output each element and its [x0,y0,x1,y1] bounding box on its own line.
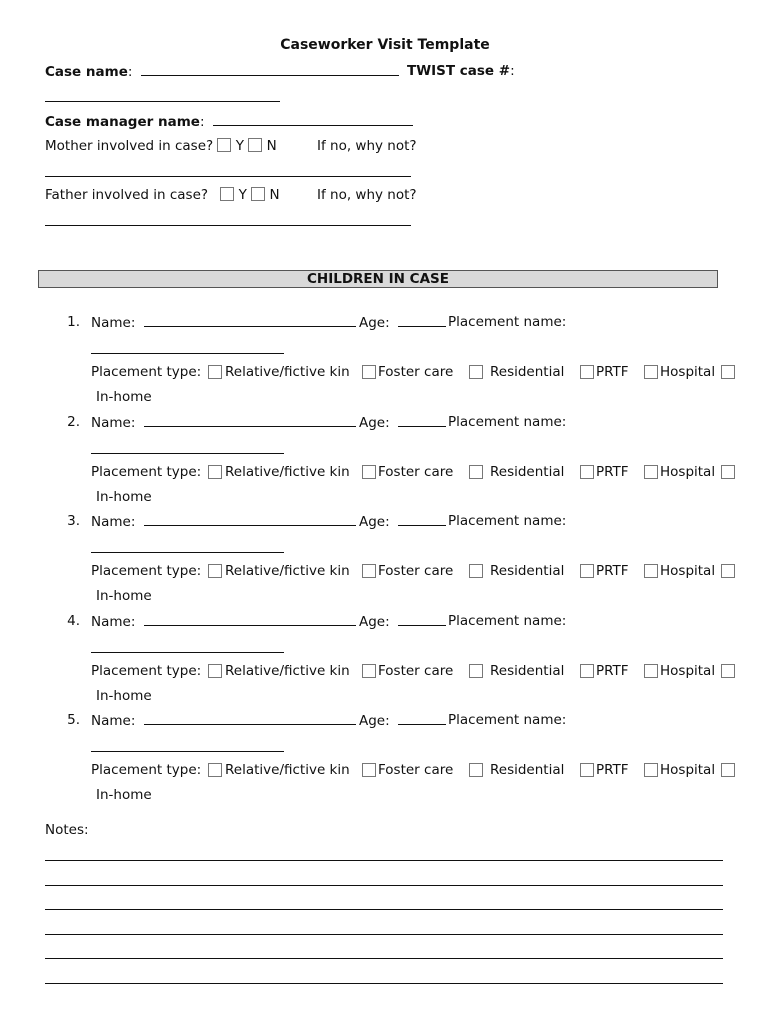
child-number: 1. [67,314,80,330]
placement-type-label: Placement type: [91,663,202,679]
child-age-label: Age: [359,614,390,630]
placement-option-label: Foster care [378,364,454,380]
yes-label: Y [238,187,247,203]
placement-name-field[interactable] [91,552,284,553]
placement-option-checkbox[interactable] [644,465,658,479]
placement-option-label: Relative/fictive kin [225,364,350,380]
child-name-label: Name: [91,315,136,331]
placement-option-label: In-home [96,787,152,803]
placement-option-checkbox[interactable] [580,763,594,777]
placement-option-checkbox[interactable] [208,465,222,479]
father-label: Father involved in case? [45,187,209,203]
placement-type-label: Placement type: [91,762,202,778]
placement-option-label: Hospital [660,762,716,778]
placement-option-checkbox[interactable] [721,564,735,578]
child-name-label: Name: [91,614,136,630]
child-name-row [91,313,356,332]
placement-option-label: Hospital [660,563,716,579]
placement-option-label: In-home [96,588,152,604]
placement-option-label: Hospital [660,464,716,480]
placement-option-label: Relative/fictive kin [225,563,350,579]
placement-option-label: Residential [490,464,565,480]
placement-option-label: In-home [96,389,152,405]
yes-label: Y [235,138,245,154]
child-name-field[interactable] [144,313,356,327]
notes-line[interactable] [45,958,723,959]
case-name-label: Case name [45,64,128,80]
case-manager-field[interactable] [213,112,413,126]
colon: : [127,64,133,80]
placement-type-label: Placement type: [91,464,202,480]
child-name-field[interactable] [144,711,356,725]
placement-type-label: Placement type: [91,563,202,579]
placement-name-field[interactable] [91,652,284,653]
notes-line[interactable] [45,934,723,935]
placement-option-checkbox[interactable] [644,763,658,777]
father-no-checkbox[interactable] [251,187,265,201]
notes-line[interactable] [45,983,723,984]
placement-option-checkbox[interactable] [721,763,735,777]
child-age-row [359,612,446,631]
placement-option-checkbox[interactable] [362,564,376,578]
notes-label: Notes: [45,822,89,838]
children-section-header: CHILDREN IN CASE [38,270,718,288]
placement-option-label: Residential [490,364,565,380]
child-number: 5. [67,712,80,728]
mother-no-checkbox[interactable] [248,138,262,152]
placement-option-checkbox[interactable] [580,664,594,678]
case-manager-row [45,112,413,131]
placement-option-checkbox[interactable] [580,564,594,578]
placement-option-checkbox[interactable] [644,564,658,578]
placement-option-checkbox[interactable] [362,365,376,379]
father-yes-checkbox[interactable] [220,187,234,201]
placement-option-checkbox[interactable] [469,763,483,777]
child-name-label: Name: [91,713,136,729]
child-name-field[interactable] [144,512,356,526]
placement-option-checkbox[interactable] [362,763,376,777]
child-age-field[interactable] [398,612,446,626]
placement-option-label: Foster care [378,464,454,480]
placement-option-label: Residential [490,563,565,579]
placement-option-checkbox[interactable] [469,465,483,479]
placement-option-label: Foster care [378,663,454,679]
child-age-row [359,413,446,432]
colon: : [199,114,205,130]
notes-line[interactable] [45,885,723,886]
child-age-row [359,313,446,332]
placement-option-checkbox[interactable] [644,365,658,379]
placement-option-checkbox[interactable] [362,664,376,678]
placement-option-label: PRTF [596,464,629,480]
child-number: 2. [67,414,80,430]
notes-line[interactable] [45,860,723,861]
child-name-row [91,612,356,631]
form-title: Caseworker Visit Template [280,37,490,53]
placement-option-label: In-home [96,489,152,505]
mother-label: Mother involved in case? [45,138,214,154]
placement-option-label: Foster care [378,762,454,778]
no-label: N [269,187,280,203]
placement-type-label: Placement type: [91,364,202,380]
placement-option-label: Foster care [378,563,454,579]
mother-why-not-field[interactable] [45,176,411,177]
placement-option-label: In-home [96,688,152,704]
child-number: 3. [67,513,80,529]
child-age-label: Age: [359,415,390,431]
placement-option-checkbox[interactable] [580,465,594,479]
child-age-field[interactable] [398,711,446,725]
twist-label: TWIST case # [407,63,511,79]
placement-option-label: Residential [490,663,565,679]
child-age-label: Age: [359,315,390,331]
placement-option-checkbox[interactable] [721,664,735,678]
placement-option-checkbox[interactable] [469,564,483,578]
placement-name-label: Placement name: [448,314,567,330]
child-age-field[interactable] [398,512,446,526]
placement-option-checkbox[interactable] [469,365,483,379]
placement-option-label: Hospital [660,364,716,380]
child-name-label: Name: [91,415,136,431]
case-name-row [45,62,399,81]
notes-line[interactable] [45,909,723,910]
case-name-field[interactable] [141,62,399,76]
placement-option-checkbox[interactable] [208,763,222,777]
placement-name-label: Placement name: [448,613,567,629]
placement-name-label: Placement name: [448,414,567,430]
placement-option-label: PRTF [596,364,629,380]
placement-option-label: PRTF [596,563,629,579]
mother-why-not-label: If no, why not? [317,138,417,154]
placement-option-label: Residential [490,762,565,778]
placement-option-checkbox[interactable] [644,664,658,678]
placement-option-label: Hospital [660,663,716,679]
child-age-field[interactable] [398,413,446,427]
child-name-row [91,413,356,432]
placement-option-label: PRTF [596,663,629,679]
mother-row [45,137,277,155]
placement-option-label: PRTF [596,762,629,778]
placement-option-checkbox[interactable] [580,365,594,379]
child-name-field[interactable] [144,413,356,427]
placement-option-checkbox[interactable] [721,365,735,379]
twist-row [407,62,515,80]
father-why-not-label: If no, why not? [317,187,417,203]
placement-name-label: Placement name: [448,513,567,529]
placement-name-field[interactable] [91,453,284,454]
child-name-row [91,711,356,730]
case-manager-label: Case manager name [45,114,200,130]
placement-option-label: Relative/fictive kin [225,663,350,679]
child-name-field[interactable] [144,612,356,626]
placement-option-checkbox[interactable] [362,465,376,479]
placement-option-checkbox[interactable] [208,365,222,379]
child-age-row [359,711,446,730]
placement-option-checkbox[interactable] [208,564,222,578]
placement-option-label: Relative/fictive kin [225,464,350,480]
child-number: 4. [67,613,80,629]
twist-field[interactable] [45,101,280,102]
placement-option-label: Relative/fictive kin [225,762,350,778]
placement-option-checkbox[interactable] [208,664,222,678]
child-age-row [359,512,446,531]
child-name-row [91,512,356,531]
child-name-label: Name: [91,514,136,530]
placement-option-checkbox[interactable] [721,465,735,479]
no-label: N [266,138,277,154]
placement-name-label: Placement name: [448,712,567,728]
child-age-label: Age: [359,514,390,530]
child-age-label: Age: [359,713,390,729]
child-age-field[interactable] [398,313,446,327]
father-row [45,186,280,204]
father-why-not-field[interactable] [45,225,411,226]
placement-name-field[interactable] [91,353,284,354]
placement-option-checkbox[interactable] [469,664,483,678]
mother-yes-checkbox[interactable] [217,138,231,152]
colon: : [510,63,515,79]
placement-name-field[interactable] [91,751,284,752]
